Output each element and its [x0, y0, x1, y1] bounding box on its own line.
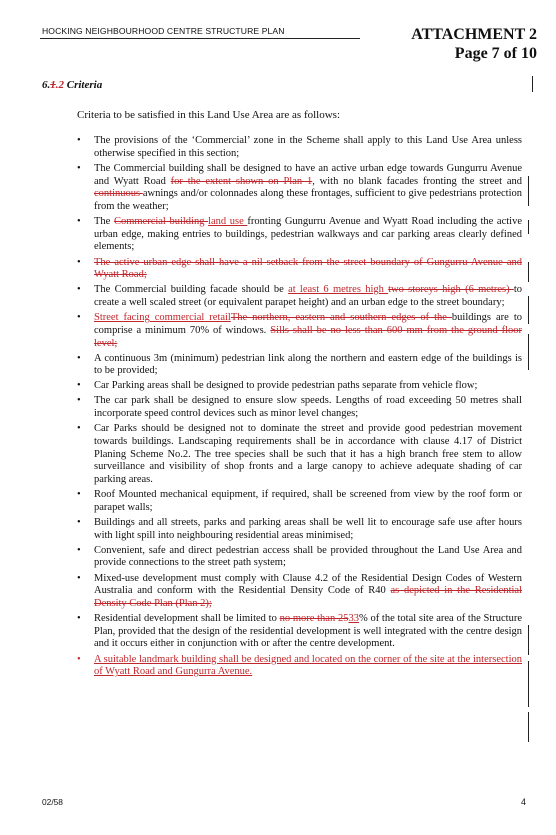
change-bar: [532, 76, 533, 92]
inserted-text: Street facing commercial retail: [94, 312, 231, 324]
criteria-item: [77, 284, 522, 309]
criterion-text: Car Parks should be designed not to dominate the street and provide good pedestrian movement towards buildings. Landscaping requirements shall be in accordance with clause 4.17 of District Planing Scheme No.2. The tree species shall be such that it has a high branch free stem to allow surveillance and visibility of shop fronts and a large canopy to achieve adequate shading of car parking areas.: [94, 423, 522, 486]
deleted-text: The active urban edge shall have a nil setback from the street boundary of Gungurru Avenue and Wyatt Road;: [94, 256, 522, 281]
criterion-text: Convenient, safe and direct pedestrian access shall be provided throughout the Land Use Area and provide connections to the street path system;: [94, 544, 522, 569]
criteria-item: [77, 163, 522, 214]
deleted-text: The northern, eastern and southern edges of the: [230, 312, 452, 324]
criteria-item: [77, 380, 522, 393]
criterion-text: Car Parking areas shall be designed to provide pedestrian paths separate from vehicle flow;: [94, 380, 478, 392]
section-number-prefix: 6.: [42, 79, 51, 91]
criteria-list: [77, 135, 522, 681]
criterion-text: A continuous 3m (minimum) pedestrian link along the northern and eastern edge of the buildings is to be provided;: [94, 352, 522, 377]
criterion-text: to create a well scaled street (or equivalent parapet height) and an urban edge to the street boundary;: [94, 284, 522, 308]
criteria-item: [77, 489, 522, 514]
criterion-text: % of the total site area of the Structure Plan, provided that the design of the residential development is well integrated with the centre design and it occurs either in conjunction with or after the centre development.: [94, 613, 522, 650]
header-rule: [40, 38, 360, 39]
criteria-item: [77, 395, 522, 420]
inserted-text: A suitable landmark building shall be designed and located on the corner of the site at the intersection of Wyatt Road and Gungurra Avenue.: [94, 653, 522, 678]
deleted-text: no more than 25: [279, 613, 349, 625]
change-bar: [528, 712, 529, 742]
criteria-item: [77, 517, 522, 542]
section-heading: [42, 79, 102, 91]
footer-reference: 02/58: [42, 797, 63, 807]
criterion-text: , with no blank facades fronting the street and: [312, 175, 522, 187]
header-title: HOCKING NEIGHBOURHOOD CENTRE STRUCTURE PLAN: [42, 26, 285, 36]
criterion-text: buildings are to comprise a minimum 70% of windows.: [94, 312, 522, 336]
criteria-item: [77, 545, 522, 570]
change-bar: [528, 296, 529, 324]
criteria-item: [77, 135, 522, 160]
deleted-text: Commercial building: [113, 216, 209, 227]
footer-page-number: 4: [520, 797, 526, 807]
criterion-text: Mixed-use development must comply with Clause 4.2 of the Residential Design Codes of Western Australia and conform with the Residential Density Code of R40: [94, 572, 522, 597]
inserted-text: 33: [348, 613, 359, 625]
section-number-deleted: 1: [50, 79, 56, 91]
criteria-item: [77, 216, 522, 254]
change-bar: [528, 176, 529, 206]
attachment-label: ATTACHMENT 2: [411, 26, 537, 43]
criteria-item: [77, 573, 522, 611]
header-attachment-block: [411, 25, 537, 63]
deleted-text: Sills shall be no less than 600 mm from the ground floor level;: [94, 324, 522, 349]
deleted-text: as depicted in the Residential Density Code Plan (Plan 2);: [94, 585, 522, 609]
criterion-text: Roof Mounted mechanical equipment, if required, shall be screened from view by the roof form or parapet walls;: [94, 489, 522, 513]
criteria-item: [77, 257, 522, 282]
criteria-item: [77, 613, 522, 651]
criterion-text: The provisions of the ‘Commercial’ zone in the Scheme shall apply to this Land Use Area unless otherwise specified in this section;: [94, 135, 522, 159]
deleted-text: two storeys high (6 metres): [388, 284, 514, 296]
criterion-text: awnings and/or colonnades along these frontages, sufficient to give pedestrians protection from the weather;: [94, 188, 522, 212]
criterion-text: The: [94, 216, 114, 227]
deleted-text: for the extent shown on Plan 1: [170, 175, 313, 187]
page-number-label: Page 7 of 10: [454, 45, 537, 62]
criteria-item: [77, 353, 522, 378]
section-number-inserted: .2: [55, 79, 64, 91]
criterion-text: The Commercial building facade should be: [94, 284, 289, 296]
inserted-text: land use: [208, 216, 248, 227]
criterion-text: The car park shall be designed to ensure slow speeds. Lengths of road exceeding 50 metres shall incorporate speed control devices such as minor level changes;: [94, 395, 522, 420]
criterion-text: fronting Gungurru Avenue and Wyatt Road including the active urban edge, making entries to buildings, pedestrian walkways and car parking areas clearly defined elements;: [94, 216, 523, 253]
change-bar: [528, 625, 529, 655]
deleted-text: continuous: [94, 188, 143, 200]
inserted-text: at least 6 metres high: [288, 284, 389, 296]
change-bar: [528, 262, 529, 282]
change-bar: [528, 334, 529, 370]
criteria-item: [77, 654, 522, 679]
criteria-item: [77, 312, 522, 350]
criteria-item: [77, 423, 522, 487]
criterion-text: Buildings and all streets, parks and parking areas shall be well lit to encourage safe use after hours with light spill into neighbouring residential areas minimised;: [94, 516, 522, 541]
section-title: Criteria: [66, 79, 103, 91]
change-bar: [528, 661, 529, 707]
change-bar: [528, 220, 529, 234]
criterion-text: Residential development shall be limited to: [94, 613, 280, 625]
criterion-text: The Commercial building shall be designed to have an active urban edge towards Gungurru Avenue and Wyatt Road: [94, 162, 522, 187]
intro-text: Criteria to be satisfied in this Land Use Area are as follows:: [77, 109, 341, 121]
